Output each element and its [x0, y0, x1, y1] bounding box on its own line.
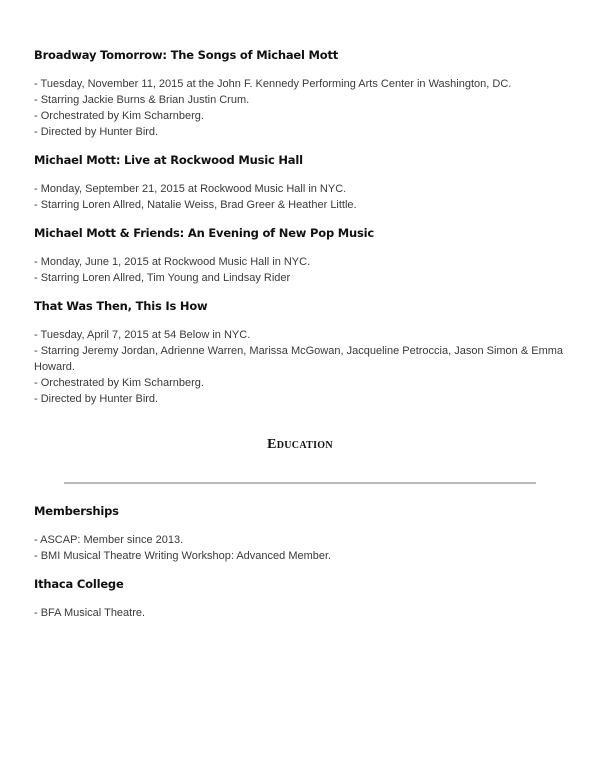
detail-line: - Tuesday, November 11, 2015 at the John F. Kennedy Performing Arts Center in Washington, DC.	[34, 78, 512, 90]
section-heading: Ithaca College	[34, 577, 124, 591]
detail-line: - Monday, June 1, 2015 at Rockwood Music Hall in NYC.	[34, 256, 311, 268]
section-details	[34, 254, 574, 286]
detail-line: - Starring Jackie Burns & Brian Justin Crum.	[34, 94, 250, 106]
detail-line: - Directed by Hunter Bird.	[34, 393, 159, 405]
section-heading: That Was Then, This Is How	[34, 299, 208, 313]
detail-line: - ASCAP: Member since 2013.	[34, 534, 184, 546]
detail-line: - Orchestrated by Kim Scharnberg.	[34, 110, 204, 122]
section-heading: Broadway Tomorrow: The Songs of Michael Mott	[34, 48, 339, 62]
detail-line: - Orchestrated by Kim Scharnberg.	[34, 377, 204, 389]
detail-line: - BMI Musical Theatre Writing Workshop: Advanced Member.	[34, 550, 332, 562]
credit-live-at-rockwood	[34, 152, 574, 213]
detail-line: - Tuesday, April 7, 2015 at 54 Below in NYC.	[34, 329, 251, 341]
credit-mott-and-friends	[34, 225, 574, 286]
detail-line: - BFA Musical Theatre.	[34, 607, 146, 619]
section-heading: Michael Mott: Live at Rockwood Music Hall	[34, 153, 303, 167]
section-details	[34, 605, 574, 621]
detail-line: - Directed by Hunter Bird.	[34, 126, 159, 138]
detail-line: - Starring Loren Allred, Tim Young and Lindsay Rider	[34, 272, 291, 284]
education-heading: Education	[267, 437, 333, 452]
education-memberships	[34, 503, 574, 564]
education-ithaca-college	[34, 576, 574, 621]
section-divider	[64, 482, 536, 484]
section-heading: Memberships	[34, 504, 119, 518]
detail-line: - Starring Jeremy Jordan, Adrienne Warren, Marissa McGowan, Jacqueline Petroccia, Jason Simon & Emma Howard.	[34, 345, 564, 373]
detail-line: - Starring Loren Allred, Natalie Weiss, Brad Greer & Heather Little.	[34, 199, 357, 211]
section-details	[34, 181, 574, 213]
section-heading: Michael Mott & Friends: An Evening of New Pop Music	[34, 226, 375, 240]
section-details	[34, 532, 574, 564]
detail-line: - Monday, September 21, 2015 at Rockwood Music Hall in NYC.	[34, 183, 347, 195]
section-details	[34, 327, 574, 407]
section-details	[34, 76, 574, 140]
credit-that-was-then	[34, 298, 574, 407]
credit-broadway-tomorrow	[34, 47, 574, 140]
